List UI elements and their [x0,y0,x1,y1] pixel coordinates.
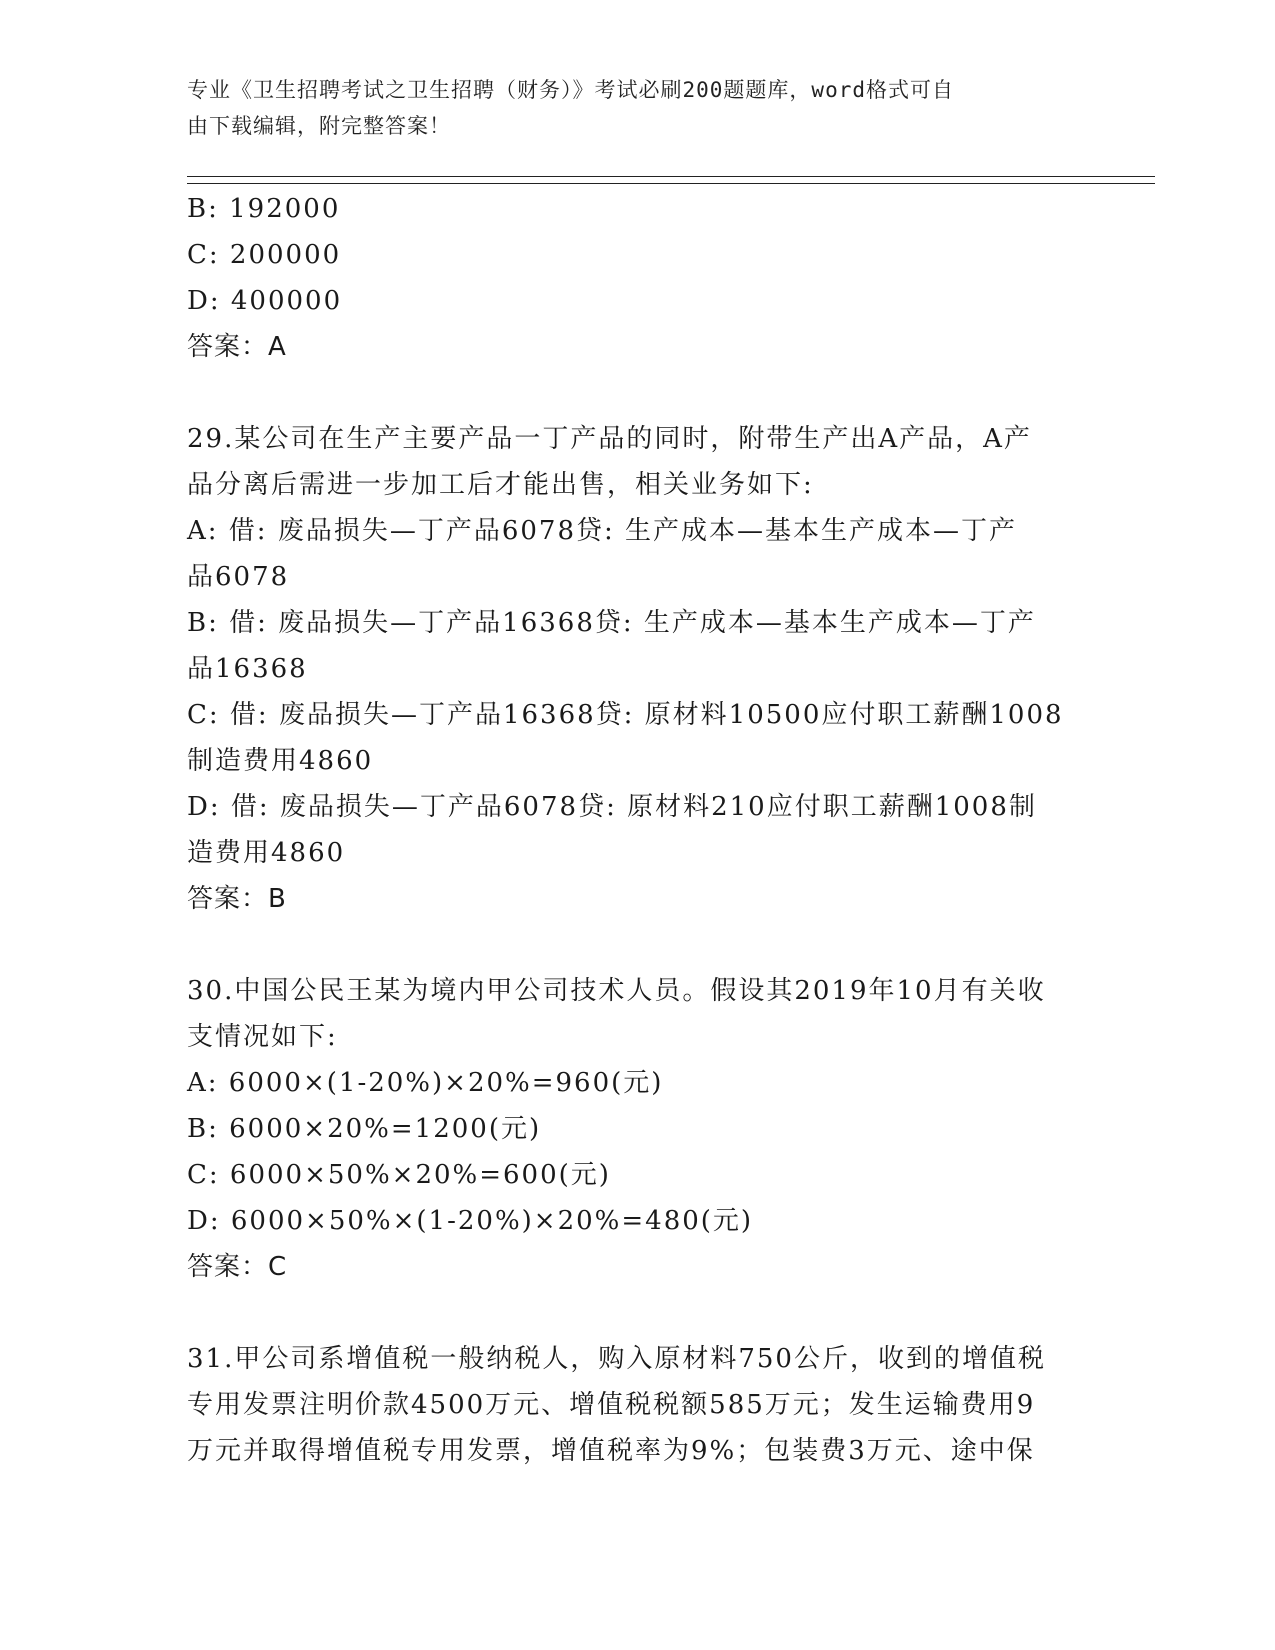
question-stem: 万元并取得增值税专用发票，增值税率为9%；包装费3万元、途中保 [187,1436,1035,1466]
option-a-cont: 品6078 [187,562,290,592]
header-divider-top [187,176,1155,177]
question-29 [187,416,1087,922]
question-28-tail [187,186,1087,370]
question-stem: 品分离后需进一步加工后才能出售，相关业务如下: [187,470,814,500]
question-stem: 支情况如下: [187,1022,338,1052]
header-line-1: 专业《卫生招聘考试之卫生招聘（财务）》考试必刷200题题库，word格式可自 [187,78,954,102]
option-b: B: 借: 废品损失—丁产品16368贷: 生产成本—基本生产成本—丁产 [187,608,1036,638]
answer: 答案：A [187,332,287,362]
document-header [187,72,1067,144]
option-d: D: 400000 [187,286,343,316]
question-31 [187,1336,1087,1474]
question-30 [187,968,1087,1290]
option-d-cont: 造费用4860 [187,838,346,868]
option-c: C: 6000×50%×20%=600(元) [187,1160,611,1190]
header-divider-bottom [187,183,1155,184]
question-stem: 31.甲公司系增值税一般纳税人，购入原材料750公斤，收到的增值税 [187,1344,1046,1374]
question-stem: 29.某公司在生产主要产品一丁产品的同时，附带生产出A产品，A产 [187,424,1032,454]
option-b-cont: 品16368 [187,654,308,684]
option-d: D: 6000×50%×(1-20%)×20%=480(元) [187,1206,754,1236]
option-b: B: 6000×20%=1200(元) [187,1114,542,1144]
answer: 答案：B [187,884,287,914]
option-b: B: 192000 [187,194,341,224]
option-d: D: 借: 废品损失—丁产品6078贷: 原材料210应付职工薪酬1008制 [187,792,1037,822]
question-stem: 30.中国公民王某为境内甲公司技术人员。假设其2019年10月有关收 [187,976,1046,1006]
answer: 答案：C [187,1252,288,1282]
document-body [187,186,1087,1474]
option-a: A: 6000×(1-20%)×20%=960(元) [187,1068,664,1098]
option-c: C: 借: 废品损失—丁产品16368贷: 原材料10500应付职工薪酬1008 [187,700,1064,730]
option-c: C: 200000 [187,240,342,270]
question-stem: 专用发票注明价款4500万元、增值税税额585万元；发生运输费用9 [187,1390,1036,1420]
option-c-cont: 制造费用4860 [187,746,374,776]
option-a: A: 借: 废品损失—丁产品6078贷: 生产成本—基本生产成本—丁产 [187,516,1018,546]
header-line-2: 由下载编辑，附完整答案！ [187,114,451,138]
